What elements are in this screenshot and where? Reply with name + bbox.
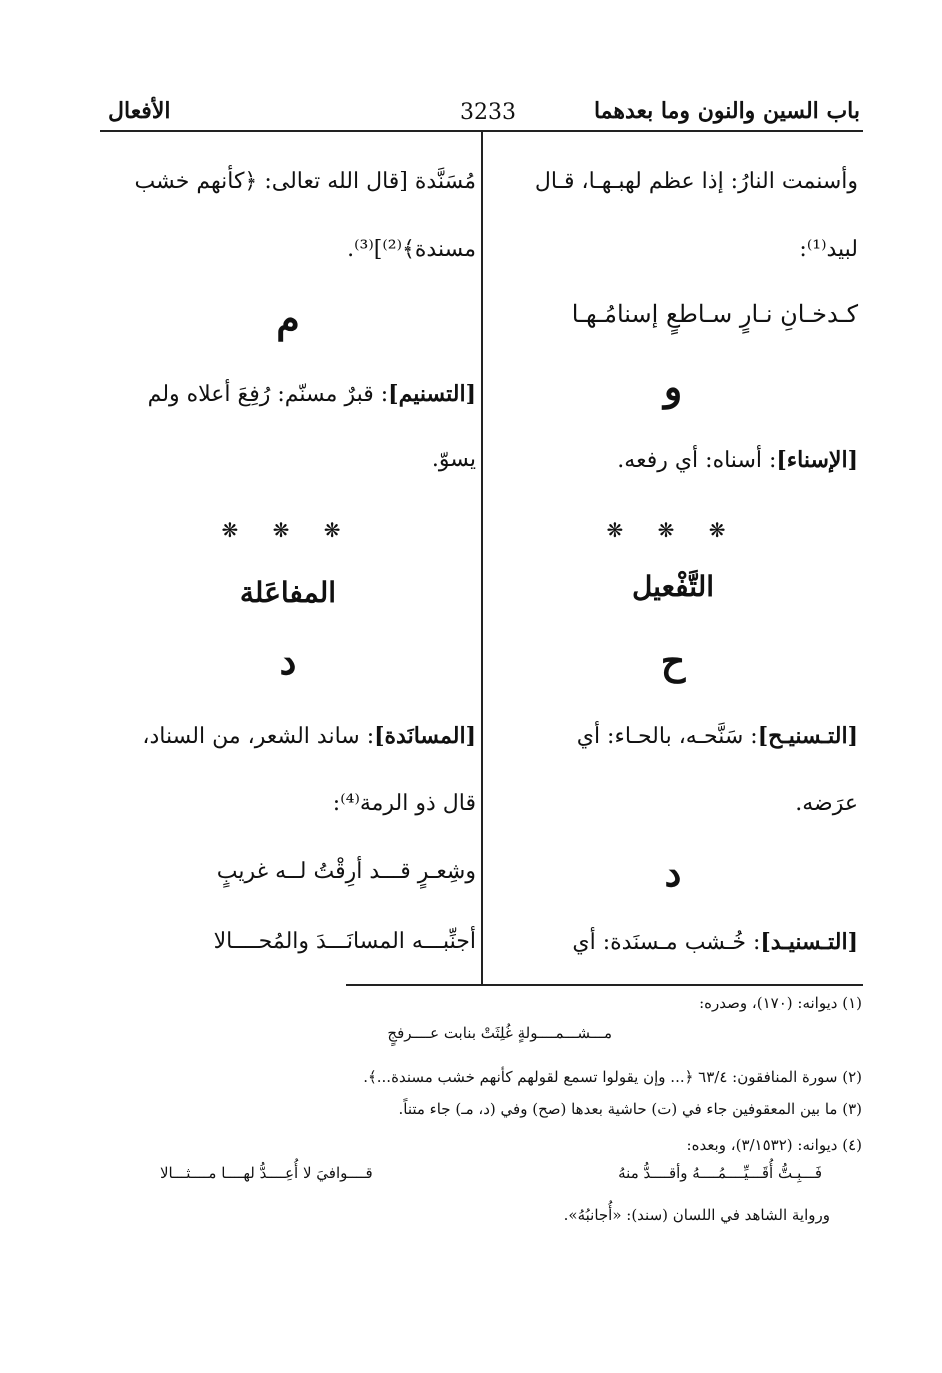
letter-heading: د [664, 850, 682, 895]
separator-stars: ❋ ❋ ❋ [606, 518, 740, 542]
footnote-rule [346, 984, 863, 986]
poem-line: أجنِّبـــه المسانَـــدَ والمُحــــالا [213, 929, 476, 954]
letter-heading: د [279, 638, 297, 683]
footnote-1: (١) ديوانه: (١٧٠)، وصدره: [699, 994, 862, 1012]
entry-line: [التـسنيـح]: سَنَّحـه، بالحـاء: أي [576, 723, 858, 749]
text-line: عرَضه. [795, 791, 858, 816]
entry-line: [التسنيم]: قبرٌ مسنّم: رُفِعَ أعلاه ولم [147, 381, 476, 407]
entry-term: [التسنيم] [388, 381, 476, 407]
text-line: وأسنمت النارُ: إذا عظم لهبـهـا، قـال [534, 169, 858, 194]
entry-term: [الإسناء] [776, 447, 858, 473]
poem-line: وشِعـرٍ قـــد أرِقْتُ لــه غريبٍ [216, 859, 476, 884]
separator-stars: ❋ ❋ ❋ [221, 518, 355, 542]
text-line: مسندة﴾⁽²⁾]⁽³⁾. [347, 237, 476, 262]
entry-term: [التـسنيـح] [757, 723, 858, 749]
page-header [100, 96, 860, 132]
footnote-verse: مـــشـــمــــولةٍ غُلِثَتْ بنابت عــــرفجٍ [387, 1024, 612, 1042]
page-number: 3233 [460, 100, 516, 125]
entry-term: [التـسنيـد] [760, 929, 858, 955]
text-line: لبيد⁽¹⁾: [799, 237, 858, 262]
section-title: الأفعال [108, 98, 171, 124]
letter-heading: م [276, 296, 300, 341]
text-line: قال ذو الرمة⁽⁴⁾: [332, 791, 476, 816]
chapter-title: باب السين والنون وما بعدهما [593, 98, 860, 124]
entry-term: [المسانَدة] [374, 723, 476, 749]
right-column [488, 132, 858, 982]
footnote-2: (٢) سورة المنافقون: ٦٣/٤ ﴿... وإن يقولوا تسمع لقولهم كأنهم خشب مسندة...﴾. [363, 1068, 862, 1086]
section-heading: التَّفْعيل [631, 570, 715, 603]
entry-line: [الإسناء]: أسناه: أي رفعه. [617, 447, 858, 473]
letter-heading: ح [660, 638, 686, 683]
entry-line: [التـسنيـد]: خُـشب مـسنَدة: أي [572, 929, 858, 955]
footnote-verse-left: قــــوافيَ لا أُعِــــدُّ لهــــا مــــثـــالا [160, 1164, 373, 1182]
footnote-4-note: ورواية الشاهد في اللسان (سند): «أُجانبُهُ». [563, 1206, 830, 1224]
letter-heading: و [663, 364, 683, 409]
column-divider [481, 132, 483, 984]
section-heading: المفاعَلة [239, 576, 337, 609]
footnote-4: (٤) ديوانه: (٣/١٥٣٢)، وبعده: [686, 1136, 862, 1154]
footnote-verse-right: فَـــبِـتُّ أُقَـــيِّــــمُــــهُ وأقــــدُّ منهُ [618, 1164, 822, 1182]
entry-line: [المسانَدة]: ساند الشعر، من السناد، [142, 723, 476, 749]
left-column [100, 132, 476, 982]
poem-line: كـدخـانِ نـارٍ سـاطعٍ إسنامُـهـا [571, 300, 858, 328]
text-line: يسوّ. [431, 447, 476, 472]
text-line: مُسَنَّدة [قال الله تعالى: ﴿كأنهم خشب [134, 169, 476, 194]
footnote-3: (٣) ما بين المعقوفين جاء في (ت) حاشية بعدها (صح) وفي (د، مـ) جاء متناً. [398, 1100, 862, 1118]
